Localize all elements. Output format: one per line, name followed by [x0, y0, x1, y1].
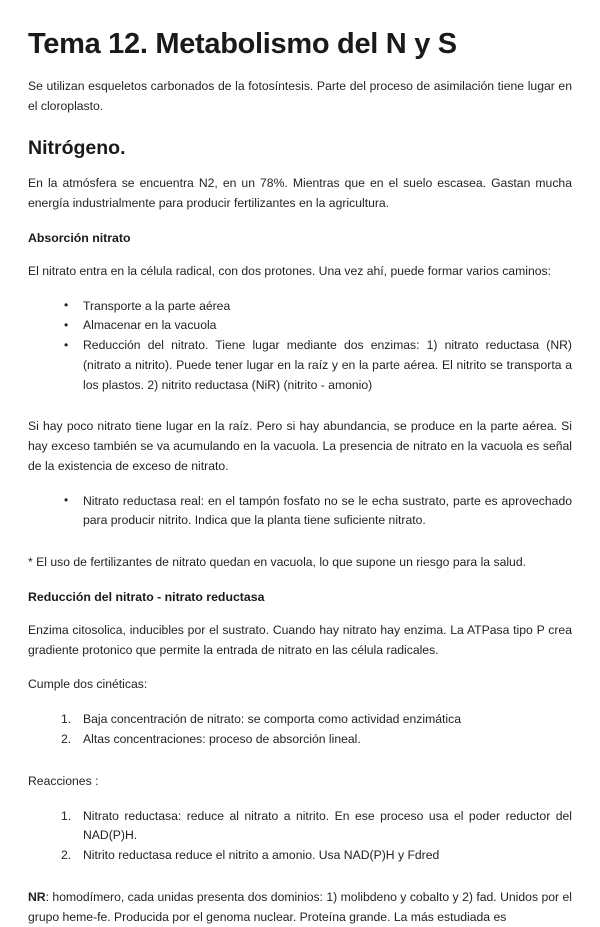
list-item: Nitrito reductasa reduce el nitrito a amonio. Usa NAD(P)H y Fdred — [83, 848, 440, 863]
nitrato-distribution-paragraph: Si hay poco nitrato tiene lugar en la raíz. Pero si hay abundancia, se produce en la parte aérea. Si hay exceso también se va acumulando en la vacuola. La presencia de nitrato en la vacuola es señal de la existencia de exceso de nitrato. — [28, 419, 572, 473]
subheading-reduccion-nitrato: Reducción del nitrato - nitrato reductasa — [28, 589, 265, 604]
nr-definition-paragraph — [28, 888, 572, 927]
list-item: • Nitrato reductasa real: en el tampón fosfato no se le echa sustrato, parte es aprovechado para producir nitrito. Indica que la planta tiene suficiente nitrato. — [56, 492, 572, 532]
footnote-fertilizantes: * El uso de fertilizantes de nitrato quedan en vacuola, lo que supone un riesgo para la salud. — [28, 555, 526, 570]
list-item: • Transporte a la parte aérea — [56, 297, 572, 317]
nr-definition-text: : homodímero, cada unidas presenta dos dominios: 1) molibdeno y cobalto y 2) fad. Unidos por el grupo heme-fe. Producida por el genoma nuclear. Proteína grande. La más estudiada es — [28, 889, 572, 924]
list-item: • Almacenar en la vacuola — [56, 316, 572, 336]
list-item: Altas concentraciones: proceso de absorción lineal. — [83, 732, 361, 747]
section-heading-nitrogeno: Nitrógeno. — [28, 136, 126, 159]
intro-paragraph: Se utilizan esqueletos carbonados de la fotosíntesis. Parte del proceso de asimilación tiene lugar en el cloroplasto. — [28, 79, 572, 114]
reacciones-lead: Reacciones : — [28, 773, 99, 788]
spacer — [28, 410, 572, 417]
list-item: Baja concentración de nitrato: se comporta como actividad enzimática — [83, 712, 462, 727]
nitrogeno-paragraph: En la atmósfera se encuentra N2, en un 78%. Mientras que en el suelo escasea. Gastan mucha energía industrialmente para producir fertilizantes en la agricultura. — [28, 176, 572, 211]
absorcion-lead-paragraph: El nitrato entra en la célula radical, con dos protones. Una vez ahí, puede formar varios caminos: — [28, 263, 551, 278]
nitrato-reductasa-real-list — [28, 492, 572, 532]
page-title: Tema 12. Metabolismo del N y S — [28, 28, 457, 60]
cineticas-list — [28, 710, 572, 750]
absorcion-bullet-list — [28, 297, 572, 396]
list-item: • Reducción del nitrato. Tiene lugar mediante dos enzimas: 1) nitrato reductasa (NR) (nitrato a nitrito). Puede tener lugar en la raíz y en la parte aérea. El nitrito se transporta a los plastos. 2) nitrito reductasa (NiR) (nitrito - amonio) — [56, 336, 572, 395]
subheading-absorcion-nitrato: Absorción nitrato — [28, 230, 131, 245]
reduccion-nitrato-paragraph: Enzima citosolica, inducibles por el sustrato. Cuando hay nitrato hay enzima. La ATPasa tipo P crea gradiente protonico que permite la entrada de nitrato en las célula radicales. — [28, 622, 572, 657]
spacer — [28, 765, 572, 772]
spacer — [28, 881, 572, 888]
reacciones-list — [28, 807, 572, 866]
list-item: Nitrato reductasa: reduce al nitrato a nitrito. En ese proceso usa el poder reductor del NAD(P)H. — [83, 808, 572, 843]
cineticas-lead: Cumple dos cinéticas: — [28, 677, 148, 692]
spacer — [28, 546, 572, 553]
nr-label: NR — [28, 889, 46, 904]
